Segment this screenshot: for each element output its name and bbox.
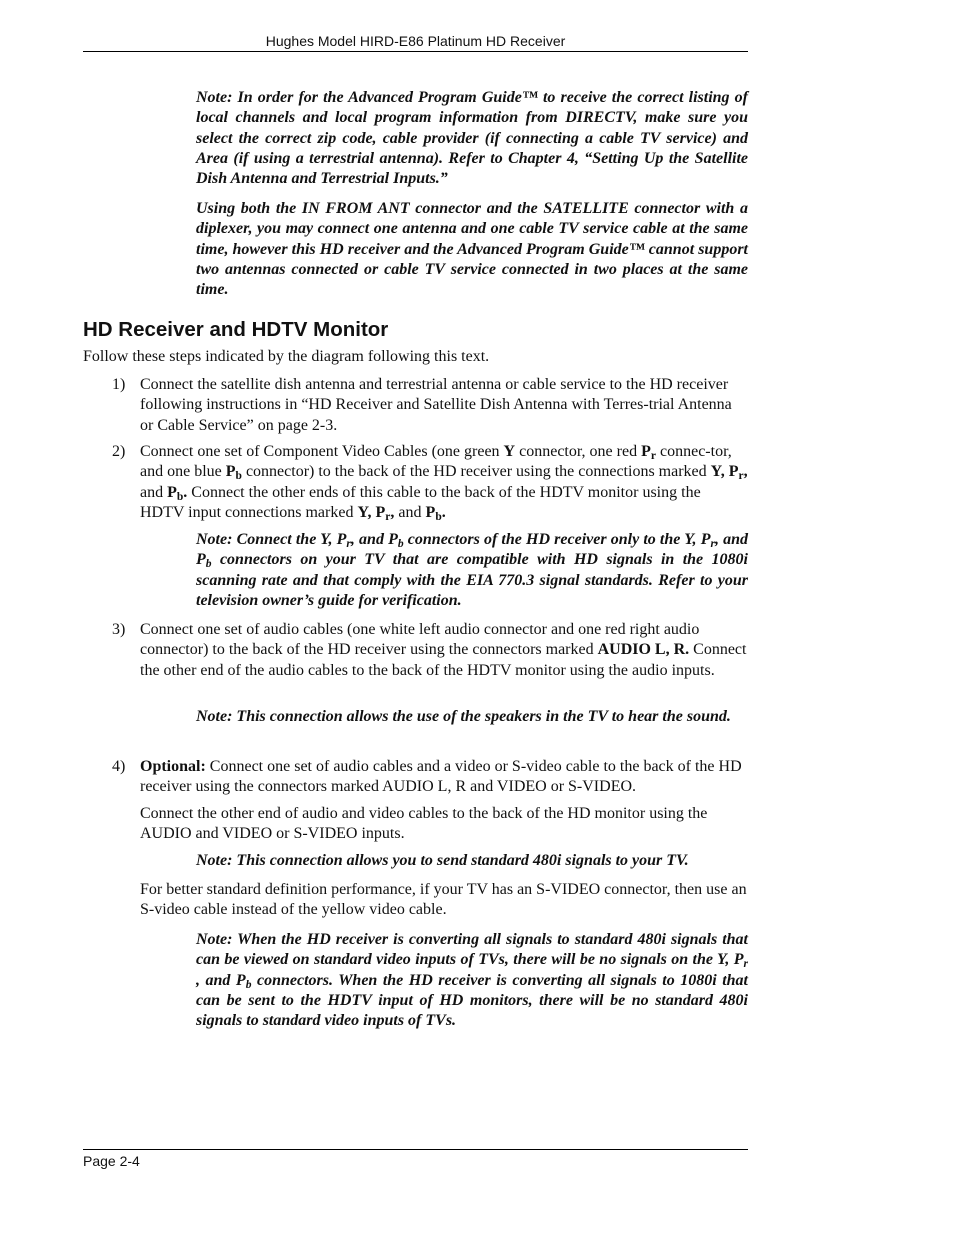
- step-2-number: 2): [112, 443, 126, 460]
- page-number: Page 2-4: [83, 1153, 140, 1169]
- section-intro: Follow these steps indicated by the diagram following this text.: [83, 348, 490, 365]
- header-rule: [83, 51, 748, 52]
- note-apg-zip-code: Note: In order for the Advanced Program Guide™ to receive the correct listing of local channels and local program information from DIRECTV, make sure you select the correct zip code, cable provider (if connecting a cable TV service) and Area (if using a terrestrial antenna). Refer to Chapter 4, “Setting Up the Satellite Dish Antenna and Terrestrial Inputs.”: [196, 89, 748, 188]
- footer-rule: [83, 1149, 748, 1150]
- section-heading: HD Receiver and HDTV Monitor: [83, 318, 389, 341]
- note-diplexer: Using both the IN FROM ANT connector and the SATELLITE connector with a diplexer, you may connect one antenna and one cable TV service cable at the same time, however this HD receiver and the Advanced Program Guide™ cannot support two antennas connected or cable TV service connected in two places at the same time.: [196, 200, 748, 299]
- step-3-note: Note: This connection allows the use of the speakers in the TV to hear the sound.: [196, 708, 731, 725]
- step-4-paragraph-3: For better standard definition performance, if your TV has an S-VIDEO connector, then use an S-video cable instead of the yellow video cable.: [140, 881, 747, 919]
- step-2-note: Note: Connect the Y, $P_r$, and $P_b$ connectors of the HD receiver only to the Y, $P_r$, and $P_b$ connectors on your TV that are compatible with HD signals in the 1080i scanning rate and that comply with the EIA 770.3 signal standards. Refer to your television owner’s guide for verification.: [196, 531, 749, 609]
- step-3-text: Connect one set of audio cables (one white left audio connector and one red right audio connector) to the back of the HD receiver using the connectors marked AUDIO L, R. Connect the other end of the audio cables to the back of the HDTV monitor using the audio inputs.: [140, 621, 747, 679]
- step-1-text: Connect the satellite dish antenna and terrestrial antenna or cable service to the HD receiver following instructions in “HD Receiver and Satellite Dish Antenna with Terres-trial Antenna or Cable Service” on page 2-3.: [140, 376, 732, 434]
- step-4-paragraph-2: Connect the other end of audio and video cables to the back of the HD monitor using the AUDIO and VIDEO or S-VIDEO inputs.: [140, 805, 708, 843]
- step-4-number: 4): [112, 758, 126, 775]
- step-4-text: Optional: Connect one set of audio cables and a video or S-video cable to the back of the HD receiver using the connectors marked AUDIO L, R and VIDEO or S-VIDEO.: [140, 758, 742, 796]
- step-4-note-480i: Note: This connection allows you to send standard 480i signals to your TV.: [196, 852, 689, 869]
- step-2-text: Connect one set of Component Video Cables (one green Y connector, one red $P_r$ connec-tor, and one blue $P_b$ connector) to the back of the HD receiver using the connections marked Y, $P_r$, and $P_b$. Connect the other ends of this cable to the back of the HDTV monitor using the HDTV input connections marked Y, $P_r$, and $P_b$.: [140, 443, 748, 523]
- step-3-number: 3): [112, 621, 126, 638]
- step-1-number: 1): [112, 376, 126, 393]
- step-4-note-converting: Note: When the HD receiver is converting all signals to standard 480i signals that can be viewed on standard video inputs of TVs, there will be no signals on the Y, $P_r$ , and $P_b$ connectors. When the HD receiver is converting all signals to 1080i that can be sent to the HDTV input of HD monitors, there will be no standard 480i signals to standard video inputs of TVs.: [196, 931, 749, 1030]
- running-header: Hughes Model HIRD-E86 Platinum HD Receiver: [265, 33, 566, 49]
